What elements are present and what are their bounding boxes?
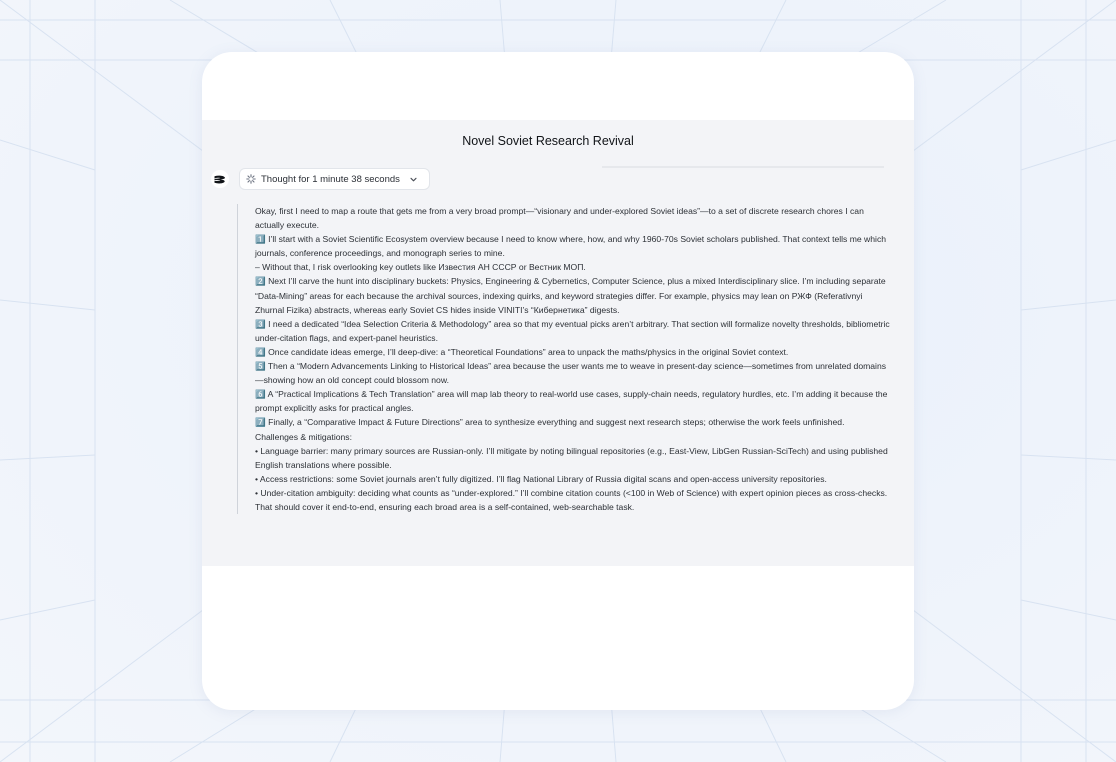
thought-line: • Access restrictions: some Soviet journals aren’t fully digitized. I’ll flag National Library of Russia digital scans and open-access university repositories. — [255, 473, 827, 484]
chevron-down-icon — [409, 174, 419, 184]
thought-line: That should cover it end-to-end, ensuring each broad area is a self-contained, web-searchable task. — [255, 501, 635, 512]
thought-toggle-button[interactable] — [239, 168, 430, 190]
thought-line: 2️⃣ Next I’ll carve the hunt into disciplinary buckets: Physics, Engineering & Cybernetics, Computer Science, plus a mixed Interdisciplinary slice. I’m including separate “Data-Mining” areas for each because the archival sources, indexing quirks, and keyword strategies differ. For example, physics may lean on РЖФ (Referativnyi Zhurnal Fizika) abstracts, whereas early Soviet CS hides inside VINITI’s “Кибернетика” digests. — [255, 276, 886, 315]
assistant-logo-icon — [211, 170, 229, 188]
thought-line: • Under-citation ambiguity: deciding what counts as “under-explored.” I’ll combine citation counts (<100 in Web of Science) with expert opinion pieces as cross-checks. — [255, 487, 888, 498]
thought-content — [237, 204, 891, 514]
sparkle-icon — [246, 174, 256, 184]
thought-line: 5️⃣ Then a “Modern Advancements Linking to Historical Ideas” area because the user wants me to weave in present-day science—sometimes from unrelated domains—showing how an old concept could blossom now. — [255, 361, 887, 386]
thought-line: 3️⃣ I need a dedicated “Idea Selection Criteria & Methodology” area so that my eventual picks aren’t arbitrary. That section will formalize novelty thresholds, bibliometric under-citation flags, and expert-panel heuristics. — [255, 318, 890, 343]
title-divider — [602, 166, 884, 168]
thought-line: 7️⃣ Finally, a “Comparative Impact & Future Directions” area to synthesize everything and suggest next research steps; otherwise the work feels unfinished. — [255, 417, 845, 428]
thought-line: • Language barrier: many primary sources are Russian-only. I’ll mitigate by noting bilingual repositories (e.g., East-View, LibGen Russian-SciTech) and using published English translations where possible. — [255, 445, 888, 470]
thought-line: Okay, first I need to map a route that gets me from a very broad prompt—“visionary and under-explored Soviet ideas”—to a set of discrete research chores I can actually execute. — [255, 206, 864, 231]
thought-line: 4️⃣ Once candidate ideas emerge, I’ll deep-dive: a “Theoretical Foundations” area to unpack the maths/physics in the original Soviet context. — [255, 346, 789, 357]
thought-line: 1️⃣ I’ll start with a Soviet Scientific Ecosystem overview because I need to know where, how, and why 1960-70s Soviet scholars published. That context tells me which journals, conference proceedings, and monograph series to mine. — [255, 234, 887, 259]
conversation-title: Novel Soviet Research Revival — [462, 134, 634, 148]
thought-line: Challenges & mitigations: — [255, 431, 352, 442]
thought-line: – Without that, I risk overlooking key outlets like Известия АН СССР or Вестник МОП. — [255, 262, 586, 273]
thought-line: 6️⃣ A “Practical Implications & Tech Translation” area will map lab theory to real-world use cases, supply-chain needs, regulatory hurdles, etc. I’m adding it because the prompt explicitly asks for practical angles. — [255, 389, 888, 414]
thought-duration-label: Thought for 1 minute 38 seconds — [261, 173, 400, 185]
chat-window — [202, 52, 914, 710]
conversation-panel — [202, 120, 914, 566]
